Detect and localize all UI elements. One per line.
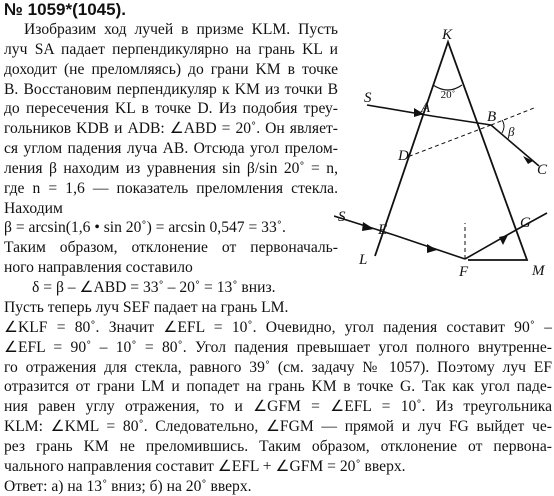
text-line: ния равен углу отражения, то и ∠GFM = ∠EFL = 10˚. Из треугольника [4, 398, 552, 416]
label-c: C [537, 162, 548, 178]
text-line: отразится от грани LM и попадет на грань KM в точке G. Так как угол паде- [4, 378, 552, 396]
text-line: ся углом падения луча AB. Отсюда угол прелом- [4, 140, 338, 158]
label-m: M [532, 263, 545, 279]
text-line: чального направления составит ∠EFL + ∠GFM = 20˚ вверх. [4, 457, 406, 475]
label-apex-angle: 20˚ [440, 89, 456, 101]
text-line: ления β находим из уравнения sin β/sin 20˚ = n, [4, 159, 338, 177]
text-line: Находим [4, 199, 63, 217]
problem-number: № 1059*(1045). [4, 0, 126, 19]
solution-text-part-2 [4, 298, 552, 496]
label-g: G [520, 215, 531, 231]
label-b: B [487, 109, 497, 125]
internal-ray-ab [432, 116, 491, 125]
label-s2: S [338, 209, 346, 225]
text-line: KLM: ∠KML = 80˚. Следовательно, ∠FGM — прямой и луч FG выйдет че- [4, 418, 552, 436]
beta-arc [502, 120, 504, 133]
label-k: K [441, 28, 453, 43]
text-line: ∠KLF = 80˚. Значит ∠EFL = 10˚. Очевидно, угол падения составит 90˚ – [4, 318, 552, 336]
ray-arrowhead [362, 222, 374, 231]
reflected-ray-fg [465, 230, 516, 259]
text-line: где n = 1,6 — показатель преломления стекла. [4, 179, 338, 197]
normal-line-outside [491, 108, 534, 125]
label-s1: S [364, 90, 372, 106]
text-line: ∠EFL = 90˚ – 10˚ = 80˚. Угол падения превышает угол полного внутренне- [4, 338, 552, 356]
text-line: Пусть теперь луч SEF падает на грань LM. [4, 299, 289, 316]
text-line: ного направления составило [4, 259, 193, 277]
text-line: го отражения для стекла, равного 39˚ (см. задачу № 1057). Поэтому луч EF [4, 358, 552, 376]
text-line: B. Восстановим перпендикуляр к KM из точки B [4, 80, 338, 98]
text-line: до пересечения KL в точке D. Из подобия треу- [4, 100, 338, 118]
text-line: доходит (не преломляясь) до грани KM в точке [4, 60, 338, 78]
text-line: Таким образом, отклонение от первоначаль- [4, 239, 338, 257]
refracted-ray-bc [491, 125, 539, 166]
ray-arrowhead [499, 235, 508, 245]
text-line: гольников KDB и ADB: ∠ABD = 20˚. Он являет- [4, 120, 338, 138]
text-line: Изобразим ход лучей в призме KLM. Пусть [24, 21, 338, 38]
label-e: E [378, 222, 388, 238]
label-f: F [459, 264, 469, 280]
text-line: рез грань KM не преломившись. Таким образом, отклонение от первона- [4, 437, 552, 455]
formula-delta: δ = β – ∠ABD = 33˚ – 20˚ = 13˚ вниз. [32, 278, 276, 296]
label-l: L [359, 252, 368, 268]
solution-text-part-1 [4, 20, 338, 298]
prism-ray-diagram [334, 28, 550, 290]
label-d: D [398, 148, 409, 164]
label-a: A [421, 100, 431, 116]
formula-beta: β = arcsin(1,6 • sin 20˚) = arcsin 0,547 = 33˚. [4, 219, 286, 237]
text-line: луч SA падает перпендикулярно на грань KL и [4, 40, 338, 58]
label-beta: β [508, 124, 515, 139]
answer-line: Ответ: а) на 13˚ вниз; б) на 20˚ вверх. [4, 477, 252, 495]
